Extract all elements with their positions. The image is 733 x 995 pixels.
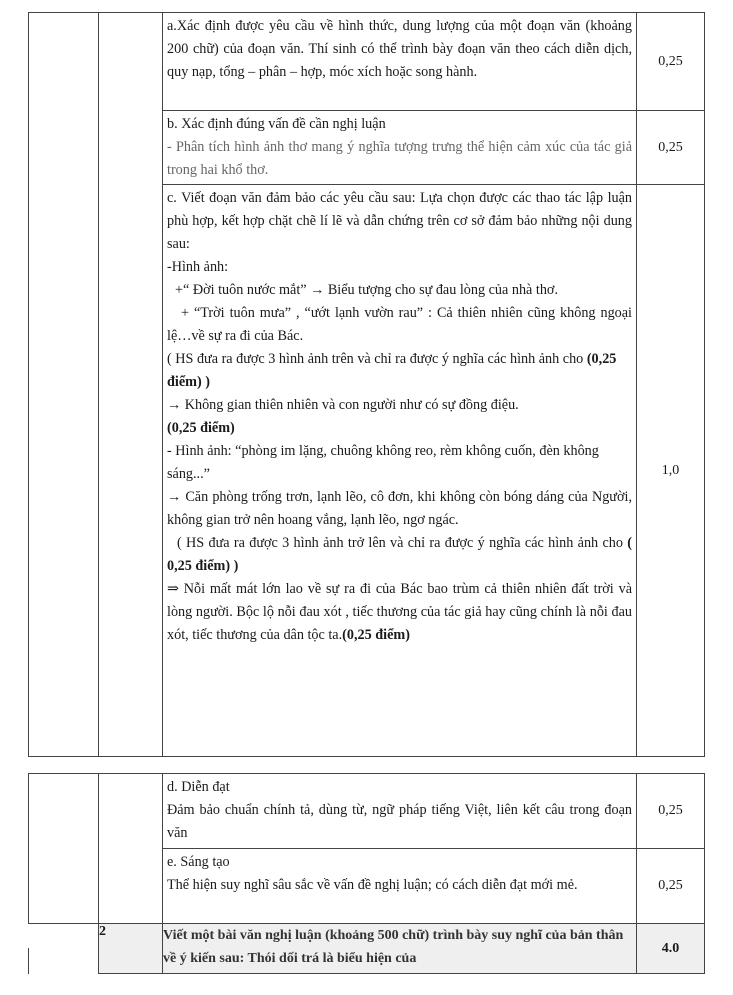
question-2-number: 2: [99, 924, 163, 974]
score-cell-a: 0,25: [637, 13, 705, 111]
sub-question-cell: [99, 13, 163, 757]
criteria-cell-c: [163, 185, 637, 757]
criteria-d-heading: d. Diễn đạt: [167, 779, 230, 795]
table-row: [29, 13, 705, 111]
criteria-d-detail: Đảm bảo chuẩn chính tả, dùng từ, ngữ pháp tiếng Việt, liên kết câu trong đoạn văn: [167, 802, 632, 841]
criteria-c-point-1: +“ Đời tuôn nước mắt” → Biểu tượng cho sự đau lòng của nhà thơ.: [175, 282, 558, 298]
table-row: [29, 924, 705, 974]
criteria-c-conclusion-2: → Căn phòng trống trơn, lạnh lẽo, cô đơn, khi không còn bóng dáng của Người, không gian trở nên hoang vắng, lạnh lẽo, ngơ ngác.: [167, 489, 632, 528]
table-row: [29, 774, 705, 849]
note-2-points: ( 0,25 điểm) ): [167, 535, 632, 574]
criteria-c-note-2: [167, 532, 632, 578]
score-cell-e: 0,25: [637, 849, 705, 924]
score-cell-b: 0,25: [637, 111, 705, 185]
criteria-c-points-1: (0,25 điểm): [167, 420, 235, 436]
criteria-c-point-3: - Hình ảnh: “phòng im lặng, chuông không reo, rèm không cuốn, đèn không sáng...”: [167, 443, 599, 482]
note-2-text: ( HS đưa ra được 3 hình ảnh trở lên và chỉ ra được ý nghĩa các hình ảnh cho: [177, 535, 628, 551]
criteria-a-text: a.Xác định được yêu cầu về hình thức, dung lượng của một đoạn văn (khoảng 200 chữ) của đoạn văn. Thí sinh có thể trình bày đoạn văn theo cách diễn dịch, quy nạp, tổng – phân – hợp, móc xích hoặc song hành.: [167, 18, 632, 80]
criteria-cell-a: [163, 13, 637, 111]
criteria-c-point-2: + “Trời tuôn mưa” , “ướt lạnh vườn rau” : Cả thiên nhiên cũng không ngoại lệ…về sự ra đi của Bác.: [167, 305, 632, 344]
criteria-b-heading: b. Xác định đúng vấn đề cần nghị luận: [167, 116, 386, 132]
table-edge-line: [28, 948, 29, 974]
criteria-c-image-heading: -Hình ảnh:: [167, 259, 229, 275]
criteria-b-detail: - Phân tích hình ảnh thơ mang ý nghĩa tượng trưng thể hiện cảm xúc của tác giả trong hai khổ thơ.: [167, 139, 632, 178]
criteria-e-heading: e. Sáng tạo: [167, 854, 230, 870]
criteria-cell-b: [163, 111, 637, 185]
criteria-cell-d: [163, 774, 637, 849]
conclusion-3-points: (0,25 điểm): [342, 627, 410, 643]
criteria-e-detail: Thể hiện suy nghĩ sâu sắc về vấn đề nghị luận; có cách diễn đạt mới mẻ.: [167, 877, 578, 893]
criteria-c-note-1: [167, 348, 632, 394]
criteria-cell-e: [163, 849, 637, 924]
question-number-cell: [29, 774, 99, 924]
score-cell-c: 1,0: [637, 185, 705, 757]
note-1-text: ( HS đưa ra được 3 hình ảnh trên và chỉ ra được ý nghĩa các hình ảnh cho: [167, 351, 587, 367]
note-1-points: (0,25 điểm) ): [167, 351, 617, 390]
criteria-c-conclusion-3: [167, 578, 632, 647]
sub-question-cell: [99, 774, 163, 924]
blank-cell: [29, 924, 99, 974]
criteria-c-conclusion-1: → Không gian thiên nhiên và con người như có sự đồng điệu.: [167, 397, 519, 413]
score-cell-d: 0,25: [637, 774, 705, 849]
scoring-table-part-2: [28, 773, 705, 974]
question-number-cell: [29, 13, 99, 757]
scoring-table-part-1: [28, 12, 705, 757]
criteria-c-intro: c. Viết đoạn văn đảm bảo các yêu cầu sau: Lựa chọn được các thao tác lập luận phù hợp, kết hợp chặt chẽ lí lẽ và dẫn chứng trên cơ sở đảm bảo những nội dung sau:: [167, 190, 632, 252]
conclusion-3-text: ⇒ Nỗi mất mát lớn lao về sự ra đi của Bác bao trùm cả thiên nhiên đất trời và lòng người. Bộc lộ nỗi đau xót , tiếc thương của tác giả hay cũng chính là nỗi đau xót, tiếc thương của dân tộc ta.: [167, 581, 632, 643]
question-2-text: Viết một bài văn nghị luận (khoảng 500 chữ) trình bày suy nghĩ của bản thân về ý kiến sau: Thói dối trá là biểu hiện của: [163, 924, 637, 974]
question-2-score: 4.0: [637, 924, 705, 974]
